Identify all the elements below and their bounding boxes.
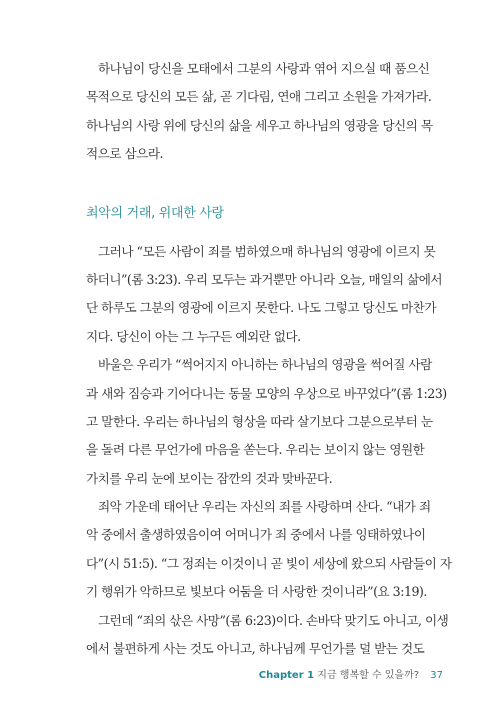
text-line: 고 말한다. 우리는 하나님의 형상을 따라 살기보다 그분으로부터 눈: [86, 413, 433, 429]
page-footer: [259, 666, 443, 681]
chapter-title: 지금 행복할 수 있을까?: [317, 670, 420, 681]
section-heading: 최악의 거래, 위대한 사랑: [86, 205, 224, 221]
text-line: 기 행위가 악하므로 빛보다 어둠을 더 사랑한 것이니라”(요 3:19).: [86, 584, 427, 600]
paragraph-1: [86, 55, 446, 169]
text-line: 에서 불편하게 사는 것도 아니고, 하나님께 무언가를 덜 받는 것도: [86, 641, 425, 657]
text-line: 과 새와 짐승과 기어다니는 동물 모양의 우상으로 바꾸었다”(롬 1:23): [86, 385, 447, 401]
text-line: 죄악 가운데 태어난 우리는 자신의 죄를 사랑하며 산다. “내가 죄: [98, 499, 431, 515]
text-line: 그런데 “죄의 삯은 사망”(롬 6:23)이다. 손바닥 맞기도 아니고, 이생: [98, 612, 449, 628]
text-line: 바울은 우리가 “썩어지지 아니하는 하나님의 영광을 썩어질 사람: [98, 357, 432, 373]
text-line: 적으로 삼으라.: [86, 146, 163, 162]
text-line: 그러나 “모든 사람이 죄를 범하였으매 하나님의 영광에 이르지 못: [98, 243, 436, 259]
paragraph-5: [86, 607, 449, 664]
paragraph-3: [86, 351, 446, 493]
text-line: 다”(시 51:5). “그 정죄는 이것이니 곧 빛이 세상에 왔으되 사람들이 자: [86, 555, 452, 571]
text-line: 하나님이 당신을 모태에서 그분의 사랑과 엮어 지으실 때 품으신: [98, 61, 430, 76]
text-line: 악 중에서 출생하였음이여 어머니가 죄 중에서 나를 잉태하였나이: [86, 527, 426, 543]
page-number: 37: [430, 670, 443, 681]
body-text: [86, 55, 452, 663]
paragraph-4: [86, 493, 452, 607]
text-line: 하나님의 사랑 위에 당신의 삶을 세우고 하나님의 영광을 당신의 목: [86, 117, 433, 133]
text-line: 을 돌려 다른 무언가에 마음을 쏟는다. 우리는 보이지 않는 영원한: [86, 442, 425, 458]
text-line: 지다. 당신이 아는 그 누구든 예외란 없다.: [86, 328, 301, 344]
text-line: 하더니”(롬 3:23). 우리 모두는 과거뿐만 아니라 오늘, 매일의 삶에서: [86, 271, 443, 287]
text-line: 가치를 우리 눈에 보이는 잠깐의 것과 맞바꾼다.: [86, 470, 333, 486]
chapter-label: Chapter 1: [258, 670, 315, 681]
text-line: 단 하루도 그분의 영광에 이르지 못한다. 나도 그렇고 당신도 마찬가: [86, 300, 437, 316]
paragraph-2: [86, 238, 446, 352]
text-line: 목적으로 당신의 모든 삶, 곧 기다림, 연애 그리고 소원을 가져가라.: [86, 89, 432, 105]
